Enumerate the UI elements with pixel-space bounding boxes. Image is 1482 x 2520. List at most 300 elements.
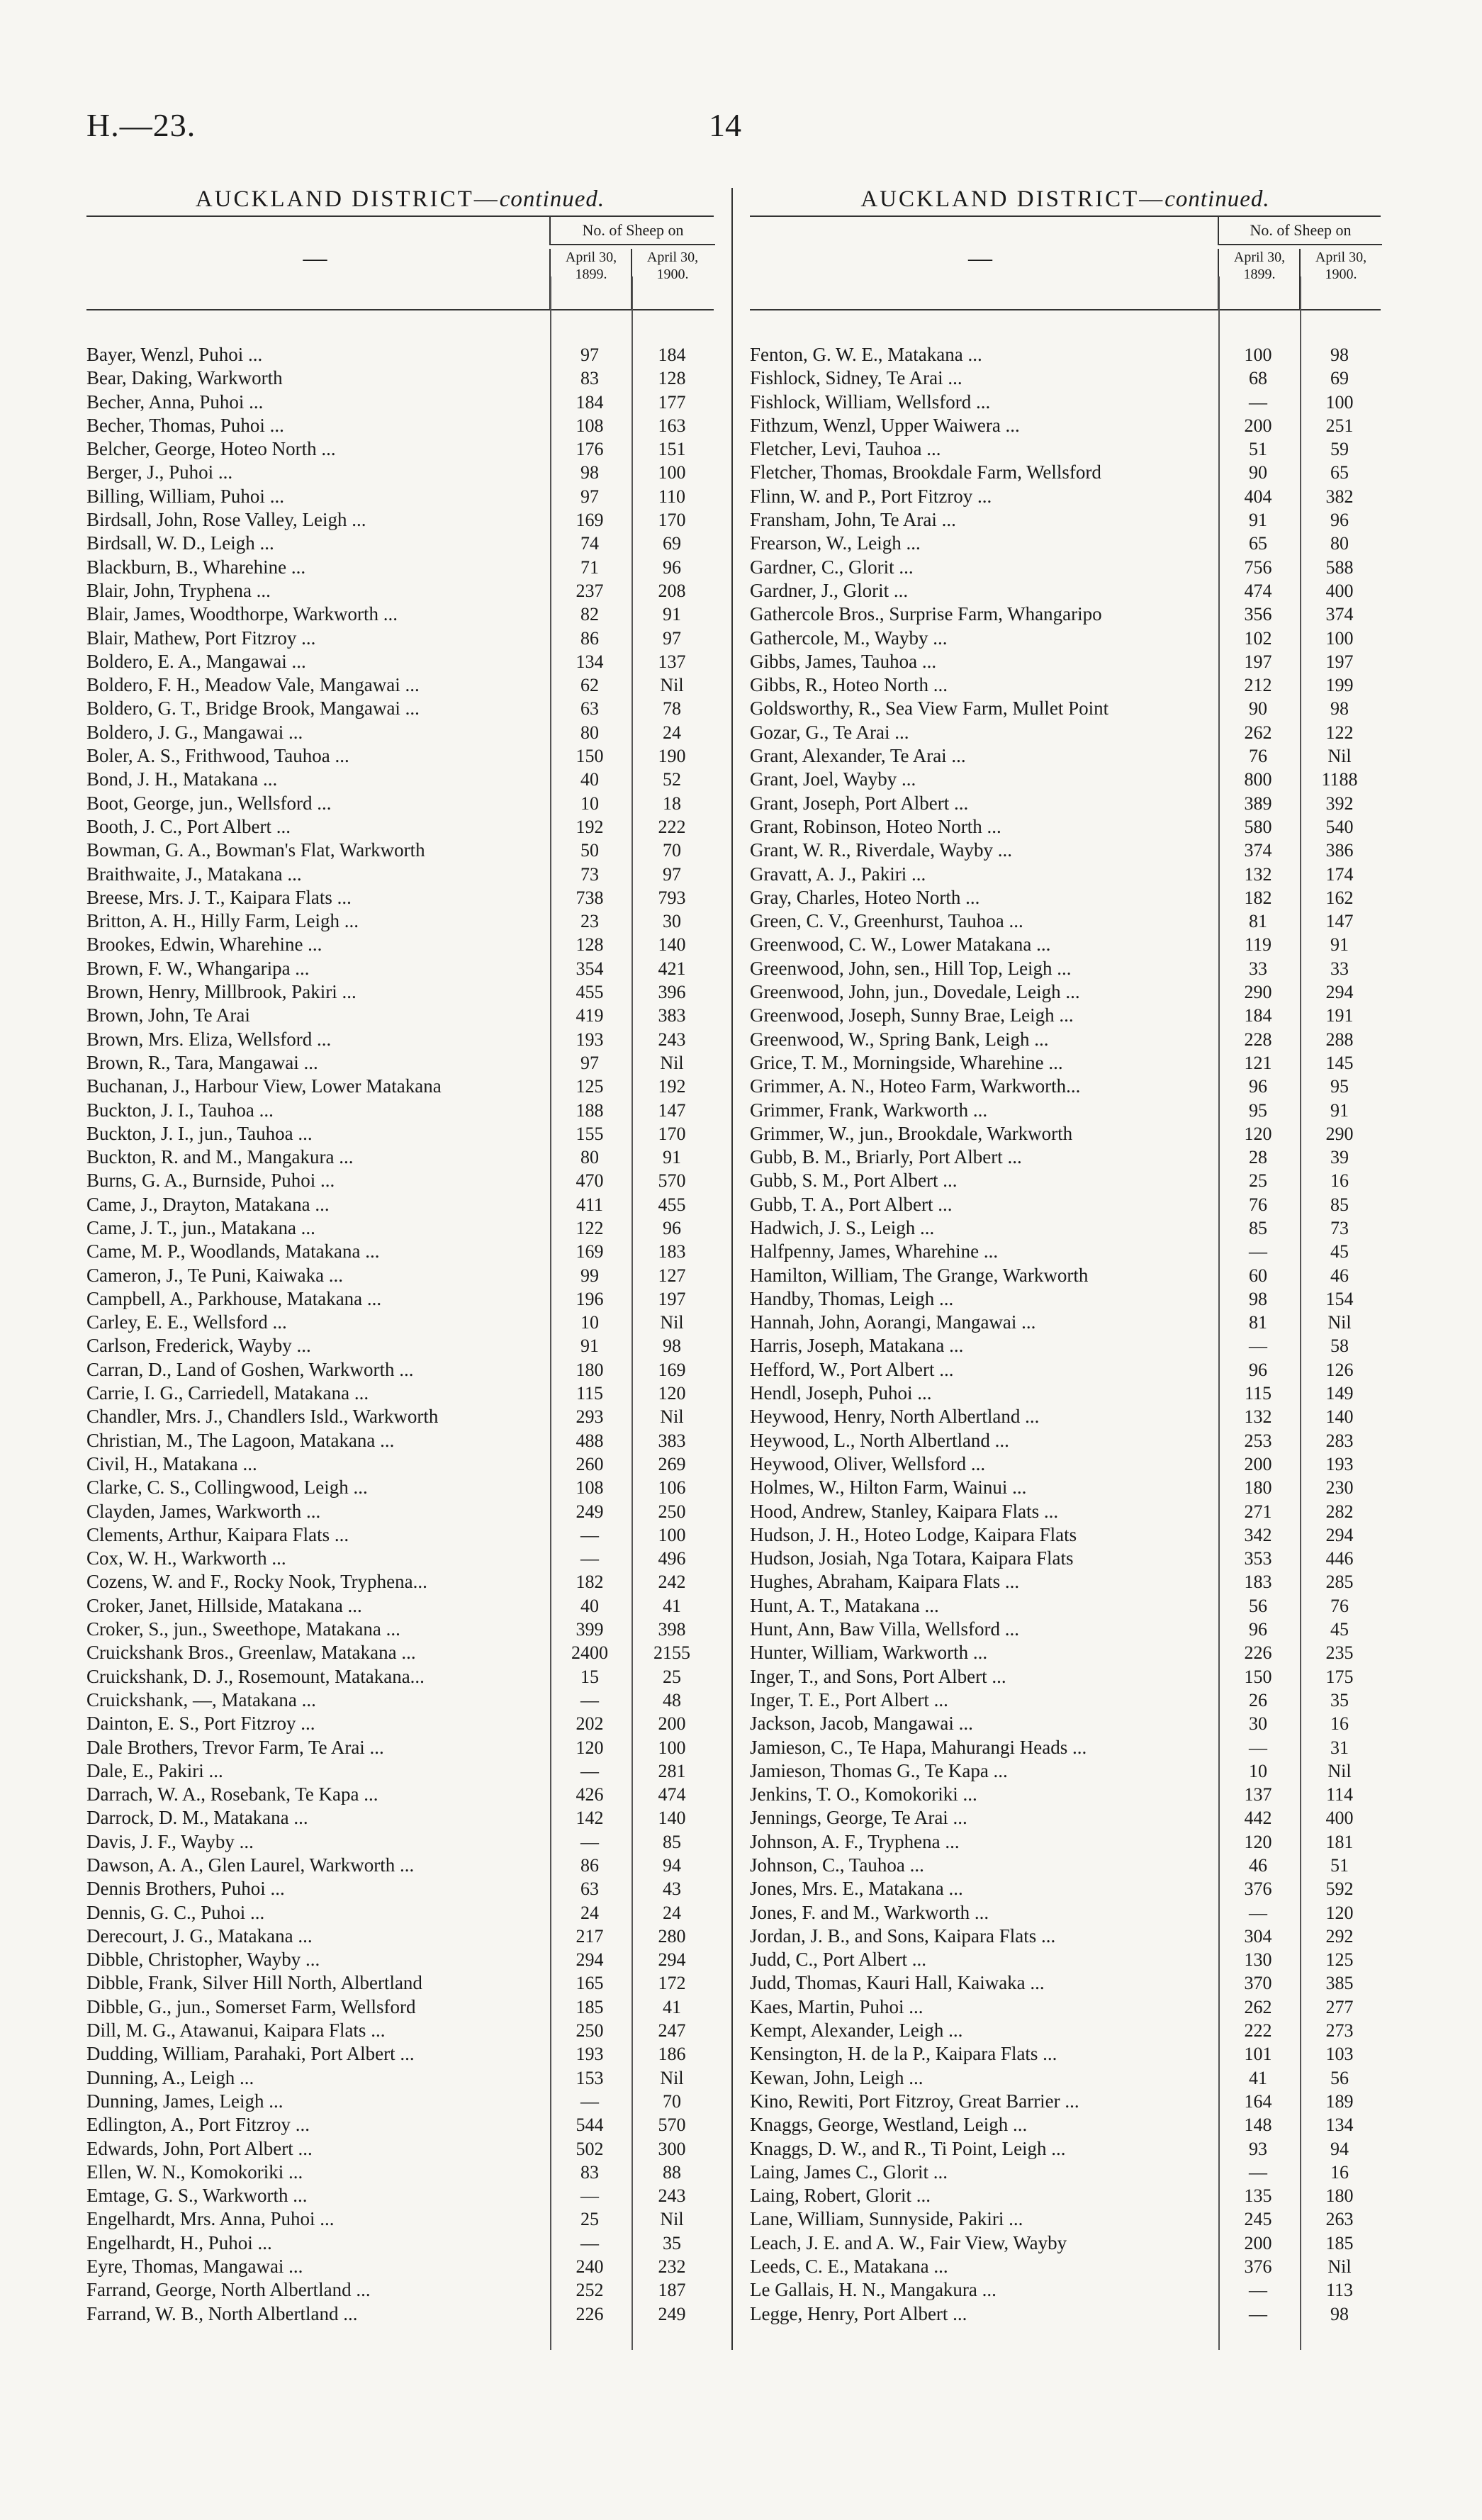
sheep-count-1900: 100 (658, 462, 686, 483)
sheep-count-1900: 16 (1330, 1170, 1349, 1192)
sheep-count-1900: 222 (658, 816, 686, 837)
owner-name: Hudson, J. H., Hoteo Lodge, Kaipara Flats (750, 1523, 1077, 1545)
sheep-count-1900: 383 (658, 1005, 686, 1026)
sheep-count-1899: 222 (1244, 2020, 1272, 2042)
owner-name: Came, J. T., jun., Matakana ... (86, 1216, 315, 1238)
table-row (86, 1712, 714, 1735)
table-row (86, 1948, 714, 1971)
sheep-count-1899: 96 (1249, 1359, 1267, 1380)
owner-name: Grice, T. M., Morningside, Wharehine ... (750, 1051, 1063, 1073)
owner-name: Edwards, John, Port Albert ... (86, 2137, 313, 2159)
sheep-count-1900: 251 (1325, 415, 1354, 436)
sheep-count-1899: 580 (1244, 816, 1272, 837)
sheep-count-1900: 140 (658, 934, 686, 956)
table-row (86, 1570, 714, 1594)
sheep-count-1900: 154 (1325, 1288, 1354, 1309)
table-row (750, 1334, 1381, 1357)
sheep-count-1900: Nil (660, 1312, 684, 1333)
sheep-count-1900: 1188 (1321, 769, 1358, 790)
owner-name: Hannah, John, Aorangi, Mangawai ... (750, 1311, 1036, 1333)
sheep-count-1899: 60 (1249, 1265, 1267, 1286)
sheep-count-1900: 95 (1330, 1076, 1349, 1097)
sheep-count-1900: 120 (1325, 1902, 1354, 1923)
sheep-count-1900: 177 (658, 391, 686, 413)
table-row (86, 1523, 714, 1547)
table-row (86, 792, 714, 815)
sheep-count-1899: 200 (1244, 1453, 1272, 1474)
sheep-count-1899: 86 (580, 1855, 599, 1876)
sheep-count-1900: 97 (663, 627, 681, 649)
sheep-count-1899: 56 (1249, 1595, 1267, 1616)
sheep-count-1900: Nil (1327, 1760, 1352, 1781)
table-row (86, 909, 714, 933)
sheep-count-1900: 24 (663, 722, 681, 743)
sheep-count-1899: 188 (576, 1099, 604, 1121)
sheep-count-1899: 74 (580, 533, 599, 554)
sheep-count-1900: 162 (1325, 887, 1354, 908)
sheep-count-1900: 243 (658, 1029, 686, 1050)
district-heading-suffix: continued. (499, 186, 605, 212)
owner-name: Legge, Henry, Port Albert ... (750, 2302, 967, 2324)
sheep-count-1900: 277 (1325, 1996, 1354, 2017)
owner-name: Fenton, G. W. E., Matakana ... (750, 344, 982, 365)
table-row (750, 1830, 1381, 1854)
sheep-count-1900: 282 (1325, 1501, 1354, 1522)
sheep-count-1900: 247 (658, 2020, 686, 2042)
sheep-count-1899: 226 (576, 2303, 604, 2324)
sheep-count-1900: Nil (660, 1052, 684, 1073)
table-row (86, 1689, 714, 1712)
sheep-count-1900: 374 (1325, 604, 1354, 625)
sheep-count-1899: 65 (1249, 533, 1267, 554)
sheep-count-1900: 421 (658, 958, 686, 979)
table-row (750, 1948, 1381, 1971)
table-row (750, 556, 1381, 579)
owner-name: Fishlock, William, Wellsford ... (750, 391, 991, 413)
sheep-count-1899: 80 (580, 1147, 599, 1168)
table-row (750, 1618, 1381, 1641)
sheep-count-1899: 370 (1244, 1973, 1272, 1994)
sheep-count-1899: 184 (576, 391, 604, 413)
sheep-count-1899: 142 (576, 1808, 604, 1829)
sheep-count-1899: 165 (576, 1973, 604, 1994)
owner-name: Greenwood, John, jun., Dovedale, Leigh ... (750, 981, 1080, 1003)
sheep-count-1900: 192 (658, 1076, 686, 1097)
sheep-count-1899: 376 (1244, 1878, 1272, 1900)
table-row (750, 485, 1381, 508)
owner-name: Grimmer, Frank, Warkworth ... (750, 1099, 988, 1121)
sheep-count-1899: 91 (1249, 510, 1267, 531)
table-row (750, 2113, 1381, 2137)
owner-name: Dennis Brothers, Puhoi ... (86, 1878, 285, 1900)
sheep-count-1899: 470 (576, 1170, 604, 1192)
sheep-count-1900: 400 (1325, 1808, 1354, 1829)
sheep-count-1900: 170 (658, 510, 686, 531)
owner-name: Heywood, L., North Albertland ... (750, 1429, 1009, 1451)
owner-name: Knaggs, George, Westland, Leigh ... (750, 2114, 1028, 2136)
table-row (750, 1004, 1381, 1027)
sheep-count-1900: 199 (1325, 675, 1354, 696)
table-row (86, 556, 714, 579)
owner-name: Grimmer, A. N., Hoteo Farm, Warkworth... (750, 1075, 1081, 1097)
table-row (750, 1452, 1381, 1476)
sheep-count-1900: 183 (658, 1241, 686, 1262)
sheep-count-1900: 24 (663, 1902, 681, 1923)
sheep-count-1900: 180 (1325, 2185, 1354, 2207)
sheep-count-1899: 73 (580, 863, 599, 885)
owner-name: Gardner, C., Glorit ... (750, 556, 914, 578)
owner-name: Lane, William, Sunnyside, Pakiri ... (750, 2208, 1023, 2230)
table-row (86, 1311, 714, 1334)
sheep-count-1900: 250 (658, 1501, 686, 1522)
sheep-count-1899: 262 (1244, 722, 1272, 743)
table-row (750, 1570, 1381, 1594)
owner-name: Holmes, W., Hilton Farm, Wainui ... (750, 1477, 1027, 1499)
table-row (750, 1146, 1381, 1169)
sheep-count-1899: 97 (580, 345, 599, 365)
sheep-count-1899: 169 (576, 510, 604, 531)
sheep-count-1899: 100 (1244, 345, 1272, 365)
owner-name: Laing, Robert, Glorit ... (750, 2185, 931, 2207)
owner-name: Gubb, B. M., Briarly, Port Albert ... (750, 1146, 1022, 1168)
sheep-count-1900: 78 (663, 698, 681, 719)
owner-name: Birdsall, W. D., Leigh ... (86, 532, 274, 554)
owner-name: Goldsworthy, R., Sea View Farm, Mullet Point (750, 698, 1109, 719)
table-row (750, 1216, 1381, 1240)
owner-name: Britton, A. H., Hilly Farm, Leigh ... (86, 910, 359, 932)
owner-name: Buckton, R. and M., Mangakura ... (86, 1146, 354, 1168)
table-row (86, 1641, 714, 1664)
owner-name: Dibble, Christopher, Wayby ... (86, 1949, 320, 1971)
owner-name: Grant, W. R., Riverdale, Wayby ... (750, 839, 1013, 861)
sheep-count-1900: 110 (658, 486, 686, 507)
owner-name: Inger, T. E., Port Albert ... (750, 1689, 948, 1710)
column-rule (550, 276, 551, 2350)
owner-name: Davis, J. F., Wayby ... (86, 1830, 254, 1852)
sheep-count-1900: 46 (1330, 1265, 1349, 1286)
owner-name: Christian, M., The Lagoon, Matakana ... (86, 1429, 395, 1451)
sheep-count-1899: 63 (580, 1878, 599, 1900)
table-row (86, 1193, 714, 1216)
sheep-count-1900: 187 (658, 2280, 686, 2301)
sheep-count-1900: 30 (663, 911, 681, 932)
table-row (86, 603, 714, 626)
table-row (86, 391, 714, 414)
sheep-count-1899: 249 (576, 1501, 604, 1522)
sheep-count-1899: 76 (1249, 1194, 1267, 1215)
table-row (750, 1759, 1381, 1783)
table-row (750, 2184, 1381, 2207)
table-row (750, 1382, 1381, 1405)
table-row (750, 1594, 1381, 1618)
table-row (86, 744, 714, 768)
sheep-count-1899: 130 (1244, 1949, 1272, 1971)
table-row (750, 768, 1381, 791)
sheep-count-1899: 98 (1249, 1288, 1267, 1309)
sheep-count-1899: 122 (576, 1217, 604, 1238)
owner-name: Greenwood, W., Spring Bank, Leigh ... (750, 1028, 1049, 1050)
sheep-count-1900: 149 (1325, 1383, 1354, 1404)
sheep-count-1900: 134 (1325, 2115, 1354, 2136)
sheep-count-1900: 127 (658, 1265, 686, 1286)
table-row (86, 2042, 714, 2066)
sheep-count-1899: 148 (1244, 2115, 1272, 2136)
sheep-count-1900: 400 (1325, 580, 1354, 601)
sheep-count-1900: 52 (663, 769, 681, 790)
sheep-count-1899: 10 (580, 1312, 599, 1333)
table-row (86, 1901, 714, 1925)
table-row (750, 627, 1381, 650)
sheep-count-1900: 43 (663, 1878, 681, 1900)
owner-name: Kewan, John, Leigh ... (750, 2066, 924, 2088)
owner-name: Johnson, A. F., Tryphena ... (750, 1830, 960, 1852)
owner-name: Blair, James, Woodthorpe, Warkworth ... (86, 603, 398, 625)
sheep-count-1899: 200 (1244, 415, 1272, 436)
table-row (750, 1523, 1381, 1547)
sheep-count-1899: 389 (1244, 793, 1272, 814)
table-row (750, 1240, 1381, 1263)
owner-name: Dainton, E. S., Port Fitzroy ... (86, 1713, 315, 1735)
owner-name: Dawson, A. A., Glen Laurel, Warkworth ... (86, 1854, 415, 1876)
sheep-count-1899: 71 (580, 556, 599, 578)
sheep-count-1900: Nil (1327, 2256, 1352, 2278)
sheep-count-1900: 113 (1325, 2280, 1354, 2301)
sheep-count-1900: 280 (658, 1925, 686, 1947)
table-row (86, 2278, 714, 2302)
owner-name: Braithwaite, J., Matakana ... (86, 863, 302, 885)
owner-name: Campbell, A., Parkhouse, Matakana ... (86, 1287, 382, 1309)
table-row (86, 1783, 714, 1806)
sheep-count-1899: 10 (1249, 1760, 1267, 1781)
sheep-count-1899: — (1249, 2161, 1267, 2183)
table-row (750, 1641, 1381, 1664)
sheep-count-1899: 253 (1244, 1430, 1272, 1451)
sheep-count-1900: 56 (1330, 2067, 1349, 2088)
table-row (86, 414, 714, 437)
sheep-count-1900: 249 (658, 2303, 686, 2324)
table-row (86, 1830, 714, 1854)
owner-name: Jackson, Jacob, Mangawai ... (750, 1713, 973, 1735)
sheep-count-1900: 592 (1325, 1878, 1354, 1900)
owner-name: Dill, M. G., Atawanui, Kaipara Flats ... (86, 2020, 386, 2042)
sheep-count-1899: 134 (576, 651, 604, 672)
sheep-count-1899: 411 (576, 1194, 604, 1215)
sheep-count-1900: 540 (1325, 816, 1354, 837)
sheep-count-1899: 15 (580, 1666, 599, 1687)
table-row (750, 1287, 1381, 1311)
owner-name: Buckton, J. I., jun., Tauhoa ... (86, 1122, 313, 1144)
table-row (86, 1500, 714, 1523)
table-row (86, 768, 714, 791)
sheep-count-1900: 51 (1330, 1855, 1349, 1876)
owner-name: Blair, John, Tryphena ... (86, 579, 271, 601)
owner-name: Hunt, A. T., Matakana ... (750, 1594, 939, 1616)
table-row (750, 2231, 1381, 2255)
sheep-count-1899: 10 (580, 793, 599, 814)
sheep-count-1899: 354 (576, 958, 604, 979)
sheep-count-1900: 269 (658, 1453, 686, 1474)
sheep-count-1900: 91 (663, 1147, 681, 1168)
table-row (750, 839, 1381, 862)
table-row (86, 1051, 714, 1075)
sheep-count-1899: 90 (1249, 698, 1267, 719)
sheep-count-1899: 226 (1244, 1642, 1272, 1664)
owner-name: Cruickshank Bros., Greenlaw, Matakana ... (86, 1642, 416, 1664)
owner-name: Boldero, G. T., Bridge Brook, Mangawai ... (86, 698, 420, 719)
sheep-count-1900: 242 (658, 1572, 686, 1593)
sheep-count-1900: 114 (1325, 1784, 1354, 1805)
district-heading-main: AUCKLAND DISTRICT— (195, 186, 500, 212)
sheep-count-1900: 281 (658, 1760, 686, 1781)
owner-name: Gathercole, M., Wayby ... (750, 627, 948, 649)
sheep-count-1899: 180 (576, 1359, 604, 1380)
sheep-count-1900: 200 (658, 1713, 686, 1735)
sheep-count-1900: 35 (663, 2232, 681, 2253)
sheep-count-1899: 419 (576, 1005, 604, 1026)
table-row (86, 957, 714, 980)
header-group-label: No. of Sheep on (549, 217, 715, 245)
sheep-count-1900: Nil (1327, 1312, 1352, 1333)
table-row (750, 1429, 1381, 1452)
sheep-count-1899: 68 (1249, 368, 1267, 389)
owner-name: Jones, F. and M., Warkworth ... (750, 1901, 989, 1923)
sheep-count-1900: 385 (1325, 1973, 1354, 1994)
table-row (750, 792, 1381, 815)
owner-name: Kaes, Martin, Puhoi ... (750, 1995, 924, 2017)
owner-name: Hunter, William, Warkworth ... (750, 1642, 988, 1664)
sheep-count-1900: 122 (1325, 722, 1354, 743)
table-row (750, 414, 1381, 437)
table-row (86, 1216, 714, 1240)
sheep-count-1900: 386 (1325, 840, 1354, 861)
sheep-count-1900: 147 (658, 1099, 686, 1121)
sheep-count-1900: 48 (663, 1689, 681, 1710)
sheep-count-1899: — (1249, 391, 1267, 413)
sheep-count-1899: 399 (576, 1619, 604, 1640)
sheep-count-1900: 382 (1325, 486, 1354, 507)
sheep-count-1900: 70 (663, 2090, 681, 2112)
table-row (750, 579, 1381, 603)
sheep-count-1899: 96 (1249, 1076, 1267, 1097)
table-row (750, 391, 1381, 414)
header-col-1899: April 30, 1899. (1218, 249, 1300, 309)
owner-name: Engelhardt, H., Puhoi ... (86, 2231, 272, 2253)
sheep-count-1899: 544 (576, 2115, 604, 2136)
table-row (750, 1925, 1381, 1948)
table-row (750, 957, 1381, 980)
table-row (750, 1122, 1381, 1146)
sheep-count-1900: 193 (1325, 1453, 1354, 1474)
owner-name: Boldero, J. G., Mangawai ... (86, 721, 303, 743)
sheep-count-1899: 426 (576, 1784, 604, 1805)
owner-name: Fransham, John, Te Arai ... (750, 509, 956, 531)
sheep-count-1900: 793 (658, 887, 686, 908)
owner-name: Bowman, G. A., Bowman's Flat, Warkworth (86, 839, 425, 861)
owner-name: Eyre, Thomas, Mangawai ... (86, 2256, 303, 2278)
sheep-count-1899: 185 (576, 1996, 604, 2017)
table-row (750, 1051, 1381, 1075)
sheep-count-1899: 86 (580, 627, 599, 649)
table-row (86, 1405, 714, 1428)
owner-name: Gardner, J., Glorit ... (750, 579, 909, 601)
table-row (750, 886, 1381, 909)
sheep-count-1899: 304 (1244, 1925, 1272, 1947)
owner-name: Blair, Mathew, Port Fitzroy ... (86, 627, 316, 649)
sheep-count-1900: 16 (1330, 2161, 1349, 2183)
sheep-count-1900: 103 (1325, 2044, 1354, 2065)
sheep-count-1899: 245 (1244, 2209, 1272, 2230)
sheep-count-1899: 164 (1244, 2090, 1272, 2112)
sheep-count-1899: 24 (580, 1902, 599, 1923)
sheep-count-1900: 120 (658, 1383, 686, 1404)
sheep-count-1899: — (1249, 1902, 1267, 1923)
table-header (750, 215, 1381, 310)
sheep-count-1899: 83 (580, 2161, 599, 2183)
sheep-count-1899: 108 (576, 1477, 604, 1499)
sheep-count-1899: 197 (1244, 651, 1272, 672)
table-row (86, 1594, 714, 1618)
sheep-count-1899: 192 (576, 816, 604, 837)
owner-name: Dunning, A., Leigh ... (86, 2066, 254, 2088)
sheep-count-1899: — (580, 1831, 599, 1852)
district-heading (86, 183, 714, 215)
table-row (750, 2042, 1381, 2066)
column-rule (1218, 276, 1220, 2350)
sheep-count-1900: 65 (1330, 462, 1349, 483)
sheep-count-1899: 237 (576, 580, 604, 601)
owner-name: Came, J., Drayton, Matakana ... (86, 1193, 330, 1215)
table-row (750, 1783, 1381, 1806)
sheep-count-1900: 18 (663, 793, 681, 814)
sheep-count-1900: 292 (1325, 1925, 1354, 1947)
table-row (750, 2019, 1381, 2042)
sheep-count-1899: — (580, 2185, 599, 2207)
sheep-count-1900: 97 (663, 863, 681, 885)
owner-name: Edlington, A., Port Fitzroy ... (86, 2114, 310, 2136)
owner-name: Boldero, E. A., Mangawai ... (86, 650, 306, 672)
sheep-count-1899: 137 (1244, 1784, 1272, 1805)
table-row (750, 2090, 1381, 2113)
table-row (86, 673, 714, 697)
sheep-count-1899: 76 (1249, 746, 1267, 767)
sheep-count-1900: 100 (1325, 391, 1354, 413)
sheep-count-1899: — (580, 2090, 599, 2112)
table-row (86, 1382, 714, 1405)
table-row (86, 2302, 714, 2326)
owner-name: Judd, C., Port Albert ... (750, 1949, 927, 1971)
sheep-count-1899: 153 (576, 2067, 604, 2088)
table-row (86, 2019, 714, 2042)
table-row (750, 863, 1381, 886)
sheep-count-1899: 81 (1249, 1312, 1267, 1333)
sheep-count-1900: 197 (1325, 651, 1354, 672)
sheep-count-1900: 163 (658, 415, 686, 436)
table-row (750, 1971, 1381, 1995)
table-row (86, 366, 714, 390)
table-row (86, 1334, 714, 1357)
owner-name: Cox, W. H., Warkworth ... (86, 1547, 286, 1569)
owner-name: Inger, T., and Sons, Port Albert ... (750, 1665, 1006, 1687)
table-row (86, 2231, 714, 2255)
owner-name: Bond, J. H., Matakana ... (86, 768, 278, 790)
table-row (86, 1358, 714, 1382)
owner-name: Hamilton, William, The Grange, Warkworth (750, 1264, 1089, 1286)
sheep-count-1900: 76 (1330, 1595, 1349, 1616)
sheep-count-1899: 62 (580, 675, 599, 696)
owner-name: Fishlock, Sidney, Te Arai ... (750, 367, 962, 389)
owner-name: Greenwood, John, sen., Hill Top, Leigh ... (750, 957, 1072, 979)
sheep-count-1899: 180 (1244, 1477, 1272, 1499)
